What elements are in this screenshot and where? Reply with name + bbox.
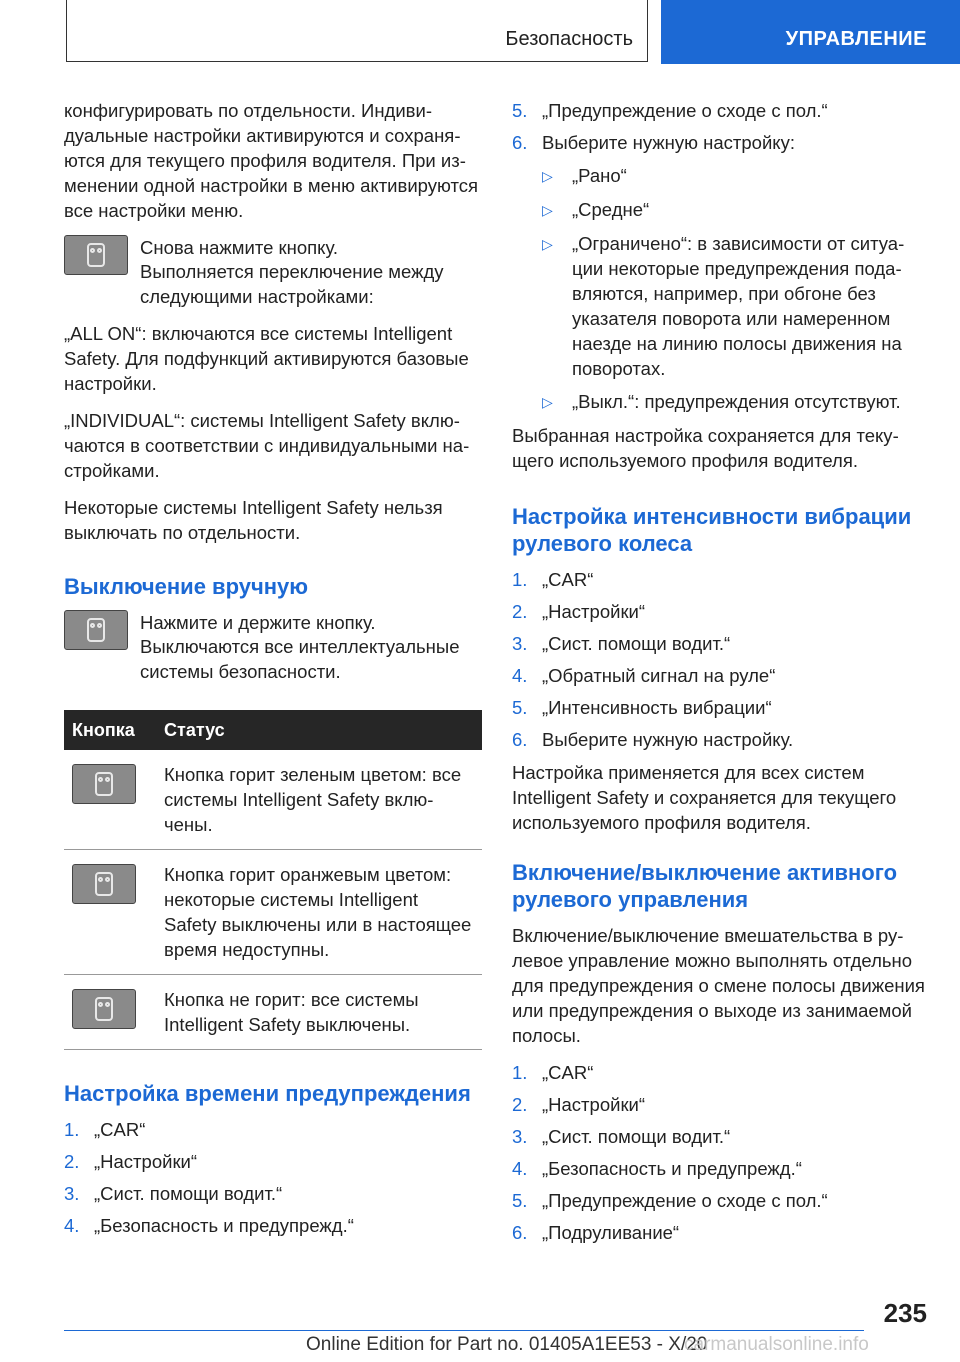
bullet-triangle-icon: ▷ [542, 168, 553, 184]
intro-paragraph: конфигурировать по отдельности. Индивидуальные настройки активируются и сохраняются для текущего профиля водителя. При изменении одной настройки в меню активируются все настройки меню. [64, 100, 479, 221]
button-status-table [64, 710, 482, 1050]
press-hold-text: Нажмите и держите кнопку. [140, 612, 376, 633]
step-text: „Настройки“ [94, 1151, 198, 1172]
step-number: 5. [512, 697, 528, 718]
list-item [512, 631, 928, 656]
list-item [512, 727, 928, 752]
list-item [512, 1092, 928, 1117]
heading-active-steering: Включение/выключение активного рулевого управления [512, 860, 898, 912]
list-item [542, 197, 928, 223]
header-chapter-tab [661, 0, 960, 64]
list-item [512, 695, 928, 720]
step-number: 6. [512, 729, 528, 750]
table-header-button: Кнопка [64, 710, 156, 750]
button-green-image [72, 764, 136, 804]
step-number: 1. [512, 569, 528, 590]
heading-warning-time: Настройка времени предупреждения [64, 1081, 471, 1106]
list-item [542, 231, 928, 381]
step-text: „Сист. помощи водит.“ [542, 1126, 731, 1147]
step-text: „CAR“ [542, 1062, 594, 1083]
intelligent-safety-button-image [64, 610, 128, 650]
list-item [542, 163, 928, 189]
bullet-triangle-icon: ▷ [542, 394, 553, 410]
step-text: „CAR“ [542, 569, 594, 590]
list-item [512, 1188, 928, 1213]
step-text: „Интенсивность вибрации“ [542, 697, 772, 718]
steering-paragraph: Включение/выключение вмешательства в рулевое управление можно выполнять отдельно для предупреждения о смене полосы движения или предупреждения о выходе из занимаемой полосы. [512, 925, 925, 1046]
table-header-status: Статус [156, 710, 482, 750]
list-item [512, 1220, 928, 1245]
step-number: 2. [512, 601, 528, 622]
header-chapter-title: УПРАВЛЕНИЕ [785, 28, 927, 50]
step-number: 5. [512, 1190, 528, 1211]
option-text: „Средне“ [572, 199, 650, 220]
list-item [512, 567, 928, 592]
table-cell-status: Кнопка горит оранжевым цветом: некоторые системы Intelligent Safety выключены или в настоящее время недоступны. [156, 850, 482, 975]
step-number: 4. [512, 1158, 528, 1179]
table-row [64, 750, 482, 850]
table-cell-button [64, 750, 156, 850]
step-text: „Сист. помощи водит.“ [94, 1183, 283, 1204]
table-row [64, 850, 482, 975]
list-item [64, 1181, 482, 1206]
heading-manual-off: Выключение вручную [64, 574, 309, 599]
step-text: „Сист. помощи водит.“ [542, 633, 731, 654]
header-section-title: Безопасность [505, 28, 633, 50]
intelligent-safety-button-image [64, 235, 128, 275]
bullet-triangle-icon: ▷ [542, 236, 553, 252]
table-row [64, 975, 482, 1050]
step-number: 6. [512, 1222, 528, 1243]
step-number: 6. [512, 132, 528, 153]
option-text: „Выкл.“: предупреждения отсутствуют. [572, 391, 901, 412]
step-text: „Предупреждение о сходе с пол.“ [542, 1190, 828, 1211]
car-safety-icon [95, 772, 113, 796]
option-text: „Ограничено“: в зависимости от ситуации некоторые предупреждения подавляются, например, при обгоне без указателя поворота или намеренном наезде на линию полосы движения на поворотах. [572, 233, 905, 379]
step-text: Выберите нужную настройку: [542, 132, 795, 153]
steering-steps [512, 1060, 928, 1245]
step-number: 4. [512, 665, 528, 686]
list-item [512, 663, 928, 688]
page-number: 235 [883, 1298, 927, 1328]
table-cell-button [64, 975, 156, 1050]
warning-time-options [542, 163, 928, 415]
step-number: 3. [512, 633, 528, 654]
step-text: „Настройки“ [542, 601, 646, 622]
button-off-image [72, 989, 136, 1029]
step-number: 5. [512, 100, 528, 121]
header-section-box [66, 0, 648, 62]
list-item [512, 1124, 928, 1149]
list-item [542, 389, 928, 415]
bullet-triangle-icon: ▷ [542, 202, 553, 218]
warning-time-steps [64, 1117, 482, 1238]
list-item [64, 1149, 482, 1174]
step-text: „Обратный сигнал на руле“ [542, 665, 776, 686]
footer-edition: Online Edition for Part no. 01405A1EE53 - X/20 [306, 1334, 708, 1355]
step-text: „Настройки“ [542, 1094, 646, 1115]
step-text: „CAR“ [94, 1119, 146, 1140]
list-item [512, 130, 928, 155]
option-text: „Рано“ [572, 165, 627, 186]
table-cell-status: Кнопка не горит: все системы Intelligent Safety выключены. [156, 975, 482, 1050]
footer-watermark: carmanualsonline.info [684, 1334, 869, 1355]
vibration-steps [512, 567, 928, 752]
list-item [512, 599, 928, 624]
car-safety-icon [87, 243, 105, 267]
step-number: 1. [64, 1119, 80, 1140]
step-number: 1. [512, 1062, 528, 1083]
button-orange-image [72, 864, 136, 904]
step-number: 3. [512, 1126, 528, 1147]
step-number: 2. [64, 1151, 80, 1172]
table-cell-status: Кнопка горит зеленым цветом: все системы Intelligent Safety включены. [156, 750, 482, 850]
step-number: 4. [64, 1215, 80, 1236]
off-paragraph: Выключаются все интеллектуальные системы безопасности. [140, 636, 460, 682]
car-safety-icon [95, 997, 113, 1021]
individual-paragraph: „INDIVIDUAL“: системы Intelligent Safety включаются в соответствии с индивидуальными настройками. [64, 410, 470, 481]
heading-vibration: Настройка интенсивности вибрации рулевого колеса [512, 504, 912, 556]
table-header-row [64, 710, 482, 750]
list-item [512, 1156, 928, 1181]
list-item [64, 1117, 482, 1142]
list-item [512, 98, 928, 123]
step-number: 3. [64, 1183, 80, 1204]
table-cell-button [64, 850, 156, 975]
list-item [512, 1060, 928, 1085]
left-column [64, 98, 482, 1246]
all-on-paragraph: „ALL ON“: включаются все системы Intelligent Safety. Для подфункций активируются базовые настройки. [64, 323, 469, 394]
car-safety-icon [87, 618, 105, 642]
step-text: „Подруливание“ [542, 1222, 680, 1243]
step-text: „Предупреждение о сходе с пол.“ [542, 100, 828, 121]
step-text: „Безопасность и предупрежд.“ [542, 1158, 802, 1179]
warning-time-steps-continued [512, 98, 928, 155]
list-item [64, 1213, 482, 1238]
toggle-paragraph: Выполняется переключение между следующими настройками: [140, 261, 444, 307]
step-text: Выберите нужную настройку. [542, 729, 794, 750]
step-text: „Безопасность и предупрежд.“ [94, 1215, 354, 1236]
note-paragraph: Некоторые системы Intelligent Safety нельзя выключать по отдельности. [64, 497, 443, 543]
car-safety-icon [95, 872, 113, 896]
press-again-text: Снова нажмите кнопку. [140, 237, 338, 258]
step-number: 2. [512, 1094, 528, 1115]
right-column [512, 98, 928, 1253]
saved-paragraph: Выбранная настройка сохраняется для текущего используемого профиля водителя. [512, 425, 899, 471]
footer-divider [64, 1330, 864, 1331]
vibration-note: Настройка применяется для всех систем Intelligent Safety и сохраняется для текущего используемого профиля водителя. [512, 762, 897, 833]
